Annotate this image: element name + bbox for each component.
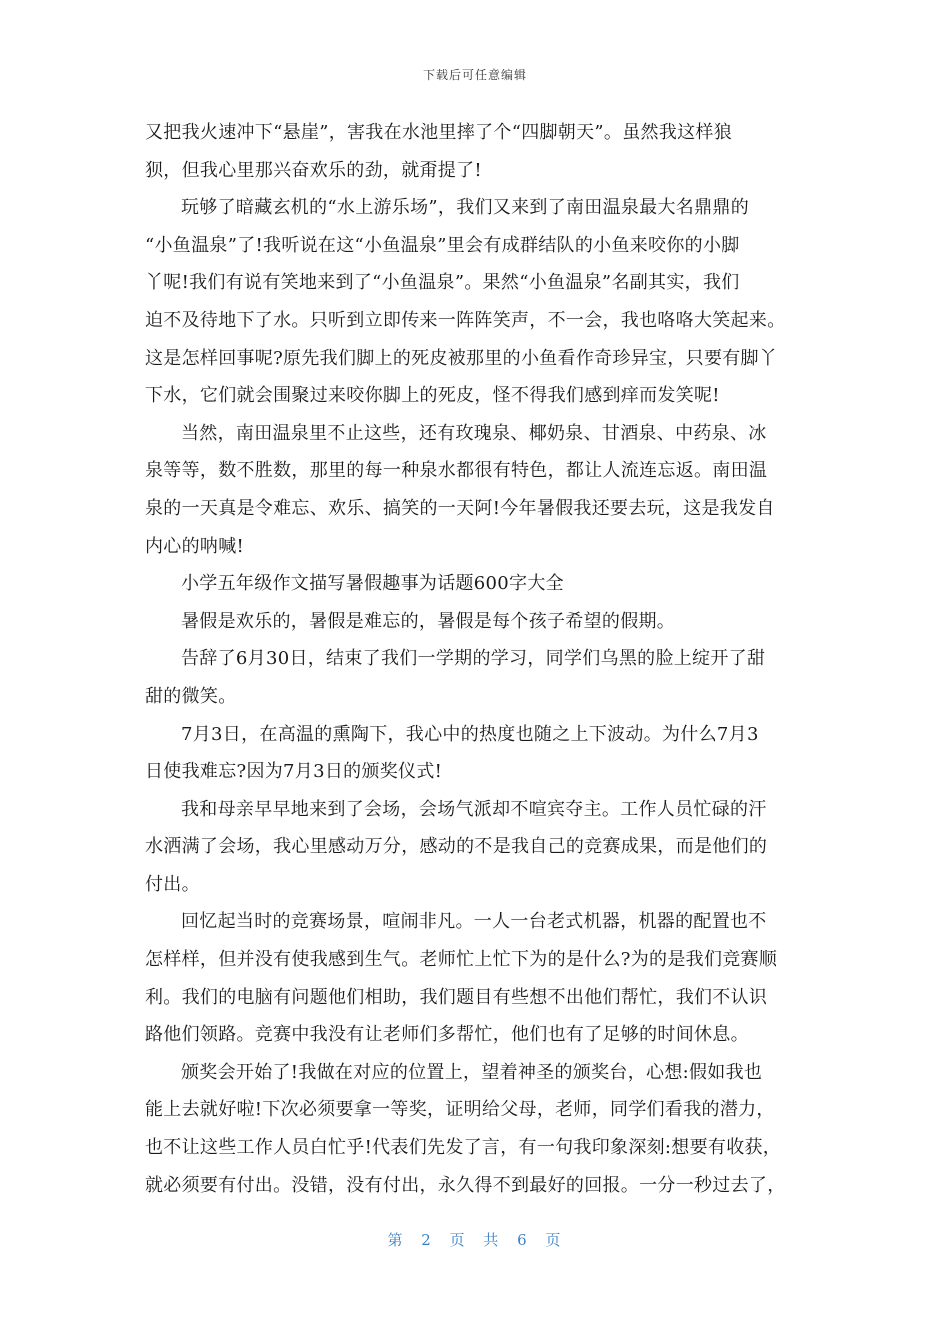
section-title: 小学五年级作文描写暑假趣事为话题600字大全 xyxy=(181,573,564,595)
text-line: 泉等等，数不胜数，那里的每一种泉水都很有特色，都让人流连忘返。南田温 xyxy=(145,460,768,482)
text-line: 也不让这些工作人员白忙乎!代表们先发了言，有一句我印象深刻:想要有收获， xyxy=(145,1137,782,1159)
text-line: 迫不及待地下了水。只听到立即传来一阵阵笑声，不一会，我也咯咯大笑起来。 xyxy=(145,309,786,331)
text-line: 水洒满了会场，我心里感动万分，感动的不是我自己的竞赛成果，而是他们的 xyxy=(145,836,768,858)
text-line: 下水，它们就会围聚过来咬你脚上的死皮，怪不得我们感到痒而发笑呢! xyxy=(145,385,720,407)
text-line: 颁奖会开始了!我做在对应的位置上，望着神圣的颁奖台，心想:假如我也 xyxy=(181,1061,763,1083)
document-body xyxy=(145,114,810,1204)
text-line: 狈，但我心里那兴奋欢乐的劲，就甭提了! xyxy=(145,159,482,181)
text-line: 当然，南田温泉里不止这些，还有玫瑰泉、椰奶泉、甘酒泉、中药泉、冰 xyxy=(181,422,767,444)
text-line: “小鱼温泉”了!我听说在这“小鱼温泉”里会有成群结队的小鱼来咬你的小脚 xyxy=(145,234,740,256)
text-line: 甜的微笑。 xyxy=(145,685,237,707)
text-line: 暑假是欢乐的，暑假是难忘的，暑假是每个孩子希望的假期。 xyxy=(181,610,676,632)
text-line: 付出。 xyxy=(145,873,200,895)
text-line: 告辞了6月30日，结束了我们一学期的学习，同学们乌黑的脸上绽开了甜 xyxy=(181,648,766,670)
text-line: 回忆起当时的竞赛场景，喧闹非凡。一人一台老式机器，机器的配置也不 xyxy=(181,911,767,933)
text-line: 我和母亲早早地来到了会场，会场气派却不喧宾夺主。工作人员忙碌的汗 xyxy=(181,798,767,820)
text-line: 丫呢!我们有说有笑地来到了“小鱼温泉”。果然“小鱼温泉”名副其实，我们 xyxy=(145,272,740,294)
text-line: 又把我火速冲下“悬崖”，害我在水池里摔了个“四脚朝天”。虽然我这样狼 xyxy=(145,122,733,143)
text-line: 内心的呐喊! xyxy=(145,535,245,557)
page-number-footer: 第 2 页 共 6 页 xyxy=(387,1231,563,1249)
text-line: 怎样样，但并没有使我感到生气。老师忙上忙下为的是什么?为的是我们竞赛顺 xyxy=(145,949,778,971)
text-line: 玩够了暗藏玄机的“水上游乐场”，我们又来到了南田温泉最大名鼎鼎的 xyxy=(181,197,750,219)
page-header: 下载后可任意编辑 xyxy=(422,68,527,82)
text-line: 就必须要有付出。没错，没有付出，永久得不到最好的回报。一分一秒过去了， xyxy=(145,1174,786,1196)
text-line: 泉的一天真是令难忘、欢乐、搞笑的一天阿!今年暑假我还要去玩，这是我发自 xyxy=(145,497,775,519)
text-line: 7月3日，在高温的熏陶下，我心中的热度也随之上下波动。为什么7月3 xyxy=(181,723,759,745)
text-line: 能上去就好啦!下次必须要拿一等奖，证明给父母，老师，同学们看我的潜力， xyxy=(145,1099,775,1121)
text-line: 日使我难忘?因为7月3日的颁奖仪式! xyxy=(145,761,443,783)
text-line: 利。我们的电脑有问题他们相助，我们题目有些想不出他们帮忙，我们不认识 xyxy=(145,986,768,1008)
text-line: 路他们领路。竞赛中我没有让老师们多帮忙，他们也有了足够的时间休息。 xyxy=(145,1024,749,1046)
text-line: 这是怎样回事呢?原先我们脚上的死皮被那里的小鱼看作奇珍异宝，只要有脚丫 xyxy=(145,347,778,369)
